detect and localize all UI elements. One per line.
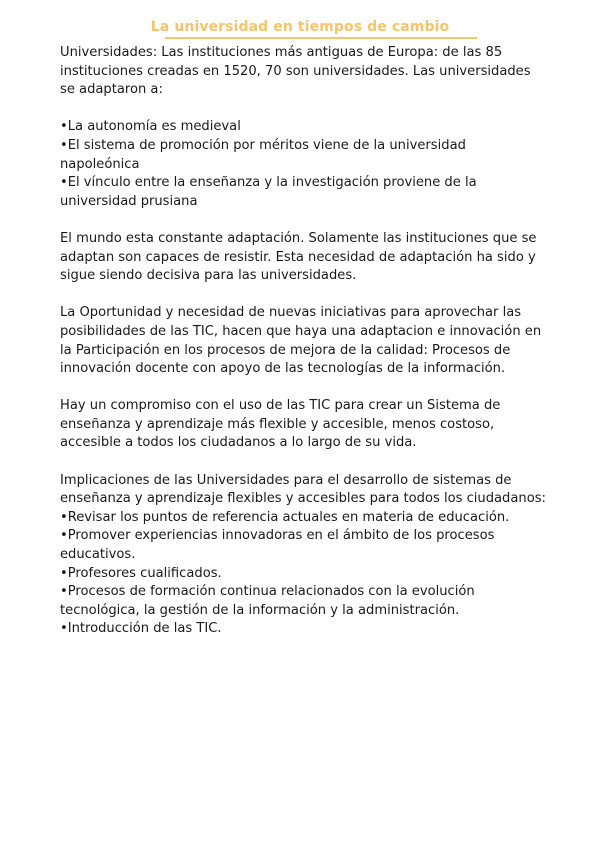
list-item: •El sistema de promoción por méritos viene de la universidad napoleónica xyxy=(60,137,466,172)
opportunity-paragraph: La Oportunidad y necesidad de nuevas iniciativas para aprovechar las posibilidades de las TIC, hacen que haya una adaptacion e innovación en la Participación en los procesos de mejora de la calidad: Procesos de innovación docente con apoyo de las tecnologías de la información. xyxy=(60,305,542,377)
list-item: •El vínculo entre la enseñanza y la investigación proviene de la universidad prusiana xyxy=(60,175,477,209)
list-item: •La autonomía es medieval xyxy=(60,119,241,135)
list-item: •Profesores cualificados. xyxy=(60,565,222,581)
adaptation-paragraph: El mundo esta constante adaptación. Solamente las instituciones que se adaptan son capaces de resistir. Esta necesidad de adaptación ha sido y sigue siendo decisiva para las universidades. xyxy=(60,230,537,284)
list-item: •Promover experiencias innovadoras en el ámbito de los procesos educativos. xyxy=(60,528,495,563)
list-item: •Revisar los puntos de referencia actuales en materia de educación. xyxy=(60,509,510,525)
title-underline xyxy=(165,37,477,39)
intro-paragraph: Universidades: Las instituciones más antiguas de Europa: de las 85 instituciones creadas en 1520, 70 son universidades. Las universidades se adaptaron a: xyxy=(60,45,531,98)
document-body xyxy=(60,44,548,658)
list-item: •Procesos de formación continua relacionados con la evolución tecnológica, la gestión de la información y la administración. xyxy=(60,584,475,618)
implications-section xyxy=(60,472,548,639)
implications-intro: Implicaciones de las Universidades para el desarrollo de sistemas de enseñanza y aprendizaje flexibles y accesibles para todos los ciudadanos: xyxy=(60,472,546,507)
adaptations-list xyxy=(60,118,548,211)
list-item: •Introducción de las TIC. xyxy=(60,621,222,637)
document-title: La universidad en tiempos de cambio xyxy=(150,19,450,35)
commitment-paragraph: Hay un compromiso con el uso de las TIC para crear un Sistema de enseñanza y aprendizaje más flexible y accesible, menos costoso, accesible a todos los ciudadanos a lo largo de su vida. xyxy=(60,398,501,451)
